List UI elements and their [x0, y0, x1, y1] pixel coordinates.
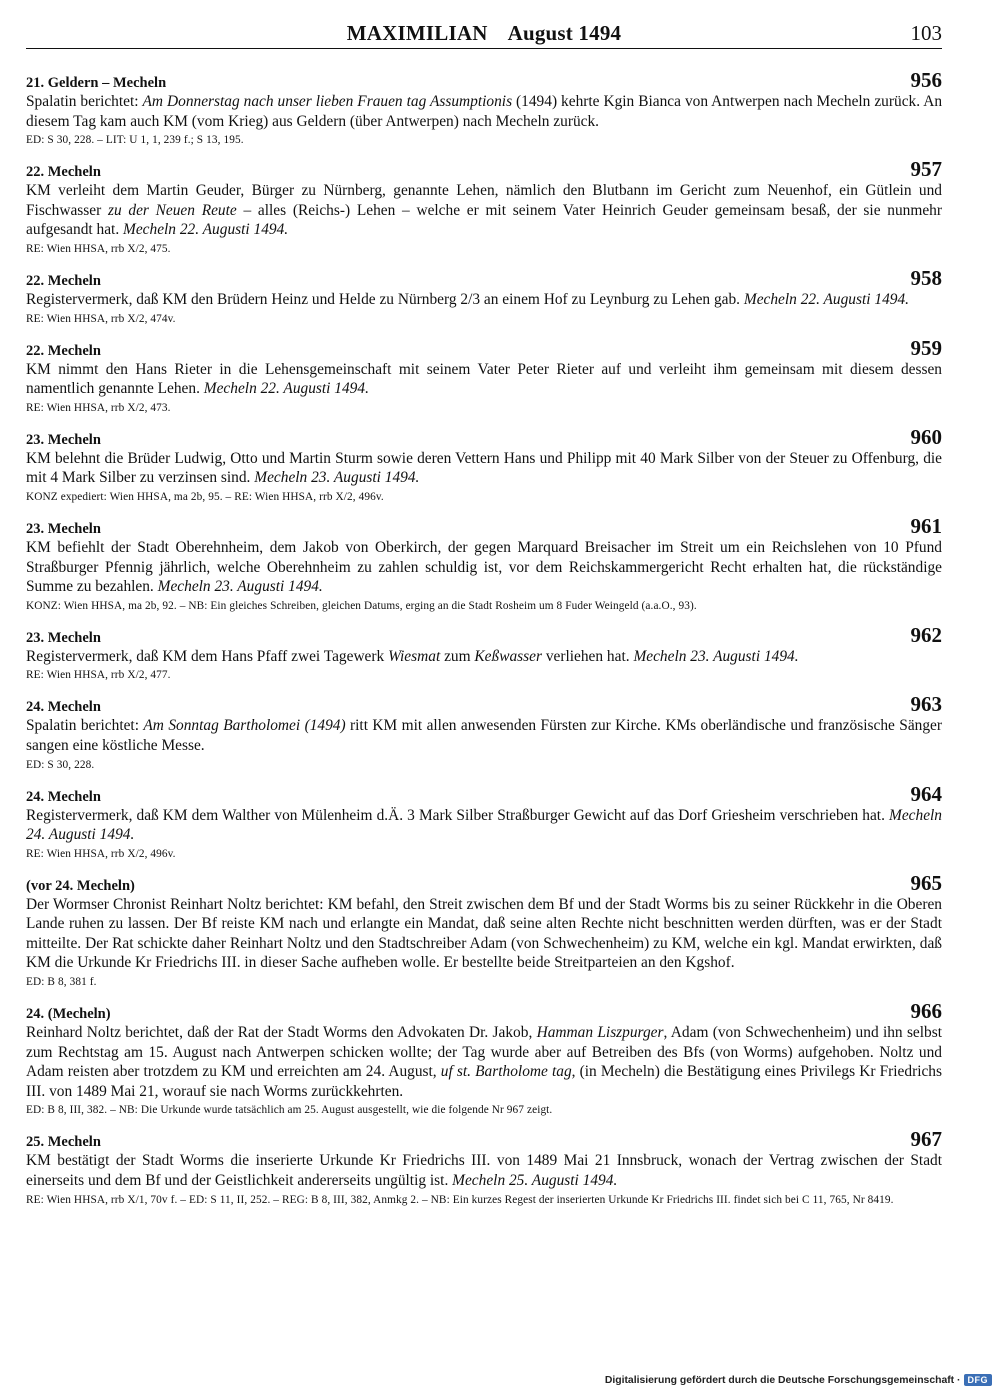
- header-title-left: MAXIMILIAN: [346, 21, 488, 45]
- entry-heading: [26, 335, 942, 360]
- register-entry: [26, 424, 942, 505]
- entry-date-place: 21. Geldern – Mecheln: [26, 75, 167, 91]
- entry-references: RE: Wien HHSA, rrb X/2, 473.: [26, 401, 171, 414]
- entry-text-segment: ritt KM mit allen anwesenden Fürsten zur Kirche. KMs oberländische und französische Sänger sangen eine köstliche Messe.: [26, 717, 943, 754]
- entry-text-italic: zu der Neuen Reute: [107, 201, 237, 219]
- entry-number: 961: [910, 513, 942, 538]
- entry-text-segment: verliehen hat.: [541, 647, 634, 665]
- running-title: [26, 21, 942, 46]
- register-entry: [26, 157, 942, 257]
- entry-text-segment: KM verleiht dem Martin Geuder, Bürger zu Nürnberg, genannte Lehen, nämlich den Blutbann im Gericht zum Neuenhof, ein Gütlein und Fischwasser: [26, 182, 942, 219]
- entry-text-segment: zum: [440, 647, 475, 665]
- entry-number: 966: [910, 999, 942, 1024]
- entry-heading: [26, 424, 942, 449]
- entry-references: RE: Wien HHSA, rrb X/2, 496v.: [26, 847, 176, 860]
- entry-heading: [26, 999, 942, 1024]
- entry-number: 962: [910, 622, 942, 647]
- entry-text-segment: – alles (Reichs-) Lehen – welche er mit seinem Vater Heinrich Geuder gemeinsam besaß, der sie nunmehr aufgesandt hat.: [26, 201, 942, 239]
- entry-number: 964: [910, 781, 942, 806]
- register-entry: [26, 335, 942, 416]
- entry-text-segment: KM belehnt die Brüder Ludwig, Otto und Martin Sturm sowie deren Vettern Hans und Philipp mit 40 Mark Silber von der Steuer zu Offenburg, die mit 4 Mark Silber zu verzinsen sind.: [26, 449, 942, 487]
- entry-text: [26, 181, 942, 240]
- entry-references: RE: Wien HHSA, rrb X/1, 70v f. – ED: S 11, II, 252. – REG: B 8, III, 382, Anmkg 2. – NB: Ein kurzes Regest der inserierten Urkunde Kr Friedrichs III. findet sich bei C 11, 765, Nr 8419.: [26, 1193, 894, 1206]
- entry-heading: [26, 622, 942, 647]
- entry-text: [26, 538, 942, 597]
- page: [26, 18, 942, 1220]
- register-entry: [26, 513, 942, 614]
- footer-credit: Digitalisierung gefördert durch die Deutsche Forschungsgemeinschaft ·: [604, 1374, 961, 1386]
- entry-references: ED: S 30, 228. – LIT: U 1, 1, 239 f.; S 13, 195.: [26, 134, 244, 147]
- entry-text: [26, 1151, 942, 1190]
- register-entry: [26, 781, 942, 862]
- entry-text-italic: uf st. Bartholome tag: [440, 1063, 572, 1081]
- register-entry: [26, 622, 942, 684]
- entry-text-italic: Am Sonntag Bartholomei (1494): [143, 717, 346, 735]
- entry-references: ED: B 8, 381 f.: [26, 976, 97, 989]
- entry-text-italic: Mecheln 22. Augusti 1494.: [743, 290, 910, 308]
- entry-text: [26, 716, 942, 755]
- entry-text: [26, 1023, 942, 1101]
- entry-date-place: 22. Mecheln: [26, 272, 101, 289]
- entry-references: RE: Wien HHSA, rrb X/2, 477.: [26, 669, 171, 682]
- entry-date-place: 24. Mecheln: [26, 699, 101, 716]
- entry-date-place: 22. Mecheln: [26, 164, 101, 181]
- entry-text-italic: Wiesmat: [388, 647, 441, 665]
- entry-text-italic: Mecheln 22. Augusti 1494.: [203, 380, 369, 398]
- entry-text-segment: Registervermerk, daß KM den Brüdern Heinz und Helde zu Nürnberg 2/3 an einem Hof zu Leynburg zu Lehen gab.: [26, 290, 744, 308]
- register-entry: [26, 870, 942, 990]
- entry-text-segment: Der Wormser Chronist Reinhart Noltz berichtet: KM befahl, den Streit zwischen dem Bf und der Stadt Worms bis zu seiner Rückkehr in die Oberen Lande ruhen zu lassen. Der Bf reiste KM nach und erlangte ein Mandat, daß seine alten Rechte nicht beschnitten werden dürften, was er der Stadt mitteilte. Der Rat schickte daher Reinhart Noltz und den Stadtschreiber Adam (von Schwechenheim) zu KM, welche ein kgl. Mandat erwirkten, daß KM die Urkunde Kr Friedrichs III. in dieser Sache aufheben wolle. Er bestellte beide Streitparteien an den Kgshof.: [26, 895, 942, 972]
- entry-text-italic: Mecheln 23. Augusti 1494.: [157, 578, 323, 596]
- entry-text: [26, 290, 942, 310]
- entry-heading: [26, 68, 942, 92]
- entry-number: 967: [910, 1127, 942, 1152]
- entry-text-segment: (1494) kehrte Kgin Bianca von Antwerpen nach Mecheln zurück. An diesem Tag kam auch KM (vom Krieg) aus Geldern (über Antwerpen) nach Mecheln zurück.: [26, 93, 943, 130]
- entry-text-italic: Mecheln 25. Augusti 1494.: [452, 1172, 618, 1190]
- dfg-logo: DFG: [964, 1374, 993, 1386]
- register-entry: [26, 999, 942, 1118]
- entry-number: 958: [910, 265, 942, 290]
- entry-date-place: 24. Mecheln: [26, 788, 101, 805]
- entry-text: [26, 92, 942, 131]
- footer: [605, 1374, 992, 1386]
- entry-heading: [26, 157, 942, 182]
- entry-text-italic: Mecheln 23. Augusti 1494.: [254, 469, 420, 487]
- register-entry: [26, 68, 943, 148]
- entry-text-segment: Reinhard Noltz berichtet, daß der Rat der Stadt Worms den Advokaten Dr. Jakob,: [26, 1024, 537, 1042]
- page-number: 103: [910, 21, 942, 45]
- entry-heading: [26, 513, 942, 538]
- entry-number: 956: [910, 68, 942, 92]
- entry-text-segment: KM nimmt den Hans Rieter in die Lehensgemeinschaft mit seinem Vater Peter Rieter auf und verleiht ihm gemeinsam mit diesem dessen namentlich genannte Lehen.: [26, 360, 942, 398]
- entry-number: 960: [910, 424, 942, 449]
- entry-heading: [26, 870, 942, 895]
- entry-text-italic: Mecheln 24. Augusti 1494.: [26, 806, 942, 844]
- entry-list: [26, 68, 943, 1208]
- entry-date-place: 24. (Mecheln): [26, 1006, 111, 1023]
- entry-text-segment: Spalatin berichtet:: [26, 93, 143, 110]
- entry-text-segment: , (in Mecheln) die Bestätigung eines Privilegs Kr Friedrichs III. von 1489 Mai 21, worauf sie nach Worms zurückkehrten.: [26, 1063, 942, 1100]
- entry-references: KONZ: Wien HHSA, ma 2b, 92. – NB: Ein gleiches Schreiben, gleichen Datums, erging an die Stadt Rosheim um 8 Fuder Weingeld (a.a.O., 93).: [26, 599, 697, 612]
- entry-text-segment: Registervermerk, daß KM dem Walther von Mülenheim d.Ä. 3 Mark Silber Straßburger Gewicht auf das Dorf Griesheim verschrieben hat.: [26, 806, 890, 824]
- entry-text-italic: Mecheln 22. Augusti 1494.: [123, 221, 289, 239]
- register-entry: [26, 1127, 942, 1207]
- header-title-right: August 1494: [507, 21, 622, 45]
- entry-references: ED: S 30, 228.: [26, 758, 95, 771]
- entry-text-italic: Mecheln 23. Augusti 1494.: [633, 647, 799, 665]
- entry-text-italic: Hamman Liszpurger: [536, 1024, 664, 1042]
- entry-text: [26, 895, 942, 973]
- entry-heading: [26, 781, 942, 806]
- entry-text-segment: Spalatin berichtet:: [26, 717, 144, 735]
- entry-references: RE: Wien HHSA, rrb X/2, 475.: [26, 242, 171, 255]
- entry-references: RE: Wien HHSA, rrb X/2, 474v.: [26, 312, 176, 325]
- entry-text: [26, 360, 942, 399]
- entry-text-segment: KM befiehlt der Stadt Oberehnheim, dem Jakob von Oberkirch, der gegen Marquard Breisacher im Streit um ein Reichslehen von 10 Pfund Straßburger Pfennig jährlich, welche Oberehnheim zu zahlen schuldig ist, vor dem Reichskammergericht Recht erhalten hat, die rückständige Summe zu bezahlen.: [26, 538, 942, 596]
- entry-number: 959: [910, 335, 942, 360]
- running-header: [26, 18, 942, 49]
- entry-heading: [26, 265, 942, 290]
- entry-date-place: 23. Mecheln: [26, 629, 101, 646]
- entry-text: [26, 449, 942, 488]
- entry-text-italic: Am Donnerstag nach unser lieben Frauen tag Assumptionis: [142, 93, 513, 110]
- register-entry: [26, 692, 943, 772]
- entry-date-place: (vor 24. Mecheln): [26, 877, 135, 894]
- entry-text-italic: Keßwasser: [474, 647, 542, 665]
- entry-heading: [26, 692, 942, 717]
- entry-references: ED: B 8, III, 382. – NB: Die Urkunde wurde tatsächlich am 25. August ausgestellt, wie die folgende Nr 967 zeigt.: [26, 1104, 553, 1117]
- entry-text-segment: , Adam (von Schwechenheim) und ihn selbst zum Rechtstag am 15. August nach Antwerpen schicken wollte; der Tag wurde aber auf Betreiben des Bfs (von Worms) aufgehoben. Noltz und Adam reisten aber trotzdem zu KM und erreichten am 24. August,: [26, 1024, 942, 1081]
- entry-date-place: 23. Mecheln: [26, 431, 101, 448]
- entry-text-segment: Registervermerk, daß KM dem Hans Pfaff zwei Tagewerk: [26, 647, 389, 665]
- entry-date-place: 22. Mecheln: [26, 342, 101, 359]
- register-entry: [26, 265, 942, 327]
- entry-references: KONZ expediert: Wien HHSA, ma 2b, 95. – RE: Wien HHSA, rrb X/2, 496v.: [26, 490, 384, 503]
- entry-number: 963: [910, 692, 942, 717]
- entry-number: 957: [910, 157, 942, 182]
- entry-number: 965: [910, 870, 942, 895]
- entry-text: [26, 647, 942, 667]
- entry-text-segment: KM bestätigt der Stadt Worms die inserierte Urkunde Kr Friedrichs III. von 1489 Mai 21 Innsbruck, wonach der Vertrag zwischen der Stadt einerseits und dem Bf und der Geistlichkeit andererseits ungültig ist.: [26, 1152, 942, 1190]
- entry-heading: [26, 1127, 942, 1152]
- entry-text: [26, 806, 942, 845]
- entry-date-place: 23. Mecheln: [26, 520, 101, 537]
- entry-date-place: 25. Mecheln: [26, 1134, 101, 1151]
